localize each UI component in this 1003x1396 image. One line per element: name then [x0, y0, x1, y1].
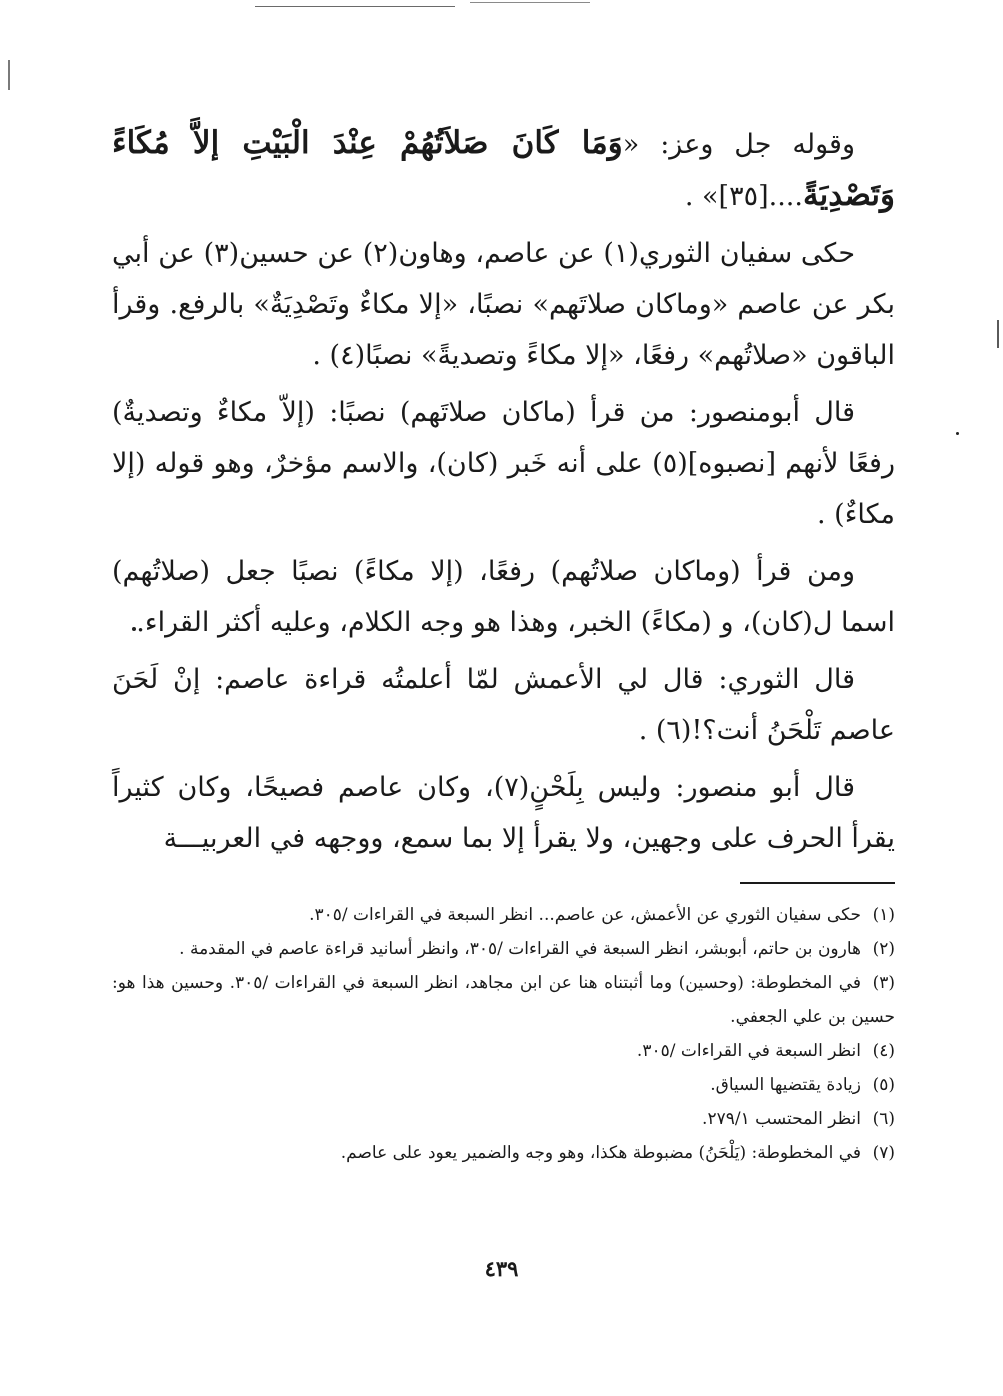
- footnote-item: [112, 1136, 895, 1170]
- verse-outro: ....[٣٥]» .: [684, 181, 803, 212]
- paragraph-verse: [112, 118, 895, 222]
- footnote-number: (٥): [872, 1075, 895, 1095]
- footnote-number: (٤): [872, 1041, 895, 1061]
- paragraph-thawri: قال الثوري: قال لي الأعمش لمّا أعلمتُه قراءة عاصم: إنْ لَحَنَ عاصم تَلْحَنُ أنت؟!(٦) .: [112, 664, 895, 746]
- footnote-number: (٦): [872, 1109, 895, 1129]
- paragraph-narration: حكى سفيان الثوري(١) عن عاصم، وهاون(٢) عن حسين(٣) عن أبي بكر عن عاصم «وماكان صلاتَهم» نصبًا، «إلا مكاءٌ وتَصْدِيَةٌ» بالرفع. وقرأ الباقون «صلاتُهم» رفعًا، «إلا مكاءً وتصديةً» نصبًا(٤) .: [112, 238, 895, 371]
- footnote-text: انظر السبعة في القراءات /٣٠٥.: [636, 1041, 861, 1061]
- footnote-text: هارون بن حاتم، أبوبشر، انظر السبعة في القراءات /٣٠٥، وانظر أسانيد قراءة عاصم في المقدمة .: [179, 939, 861, 959]
- footnote-number: (٧): [872, 1143, 895, 1163]
- footnote-text: حكى سفيان الثوري عن الأعمش، عن عاصم... انظر السبعة في القراءات /٣٠٥.: [309, 905, 861, 925]
- scan-artifact-right-mark: [997, 320, 999, 348]
- paragraph-alternate-reading: ومن قرأ (وماكان صلاتُهم) رفعًا، (إلا مكاءً) نصبًا جعل (صلاتُهم) اسما ل(كان)، و (مكاءً) الخبر، وهذا هو وجه الكلام، وعليه أكثر القراء.: [112, 556, 895, 638]
- quran-verse: وَمَا كَانَ صَلاَتُهُمْ عِنْدَ الْبَيْتِ إلاَّ مُكَاءً وَتَصْدِيَةً: [112, 125, 895, 213]
- footnote-number: (٢): [872, 939, 895, 959]
- scan-artifact-top-line-2: [470, 2, 590, 3]
- footnote-item: [112, 966, 895, 1034]
- footnote-item: [112, 898, 895, 932]
- footnote-text: انظر المحتسب ٢٧٩/١.: [702, 1109, 861, 1129]
- footnote-item: [112, 932, 895, 966]
- footnotes: [112, 898, 895, 1170]
- scan-artifact-top-line: [255, 6, 455, 7]
- footnote-item: [112, 1102, 895, 1136]
- footnote-number: (٣): [872, 973, 895, 993]
- footnote-item: [112, 1068, 895, 1102]
- paragraph-abu-mansur-1: قال أبومنصور: من قرأ (ماكان صلاتَهم) نصبًا: (إلاّ مكاءٌ وتصديةٌ) رفعًا لأنهم [نصبوه](٥) على أنه خَبر (كان)، والاسم مؤخرٌ، وهو قوله (إلا مكاءٌ) .: [112, 397, 895, 530]
- scan-speck: [956, 432, 959, 435]
- footnote-text: زيادة يقتضيها السياق.: [710, 1075, 861, 1095]
- footnote-number: (١): [872, 905, 895, 925]
- footnote-divider: [740, 882, 895, 884]
- footnote-item: [112, 1034, 895, 1068]
- footnote-text: في المخطوطة: (يَلْحَنُ) مضبوطة هكذا، وهو وجه والضمير يعود على عاصم.: [340, 1143, 861, 1163]
- paragraph-abu-mansur-2: قال أبو منصور: وليس بِلَحْنٍ(٧)، وكان عاصم فصيحًا، وكان كثيراً يقرأ الحرف على وجهين، ولا يقرأ إلا بما سمع، ووجهه في العربيـــة: [112, 772, 895, 854]
- footnote-text: في المخطوطة: (وحسين) وما أثبتناه هنا عن ابن مجاهد، انظر السبعة في القراءات /٣٠٥. وحسين هذا هو: حسين بن علي الجعفي.: [112, 973, 895, 1027]
- page-number: ٤٣٩: [484, 1256, 519, 1281]
- scan-artifact-left-mark: [8, 60, 10, 90]
- page-body: [112, 118, 895, 1170]
- verse-intro: وقوله جل وعز: «: [622, 129, 855, 160]
